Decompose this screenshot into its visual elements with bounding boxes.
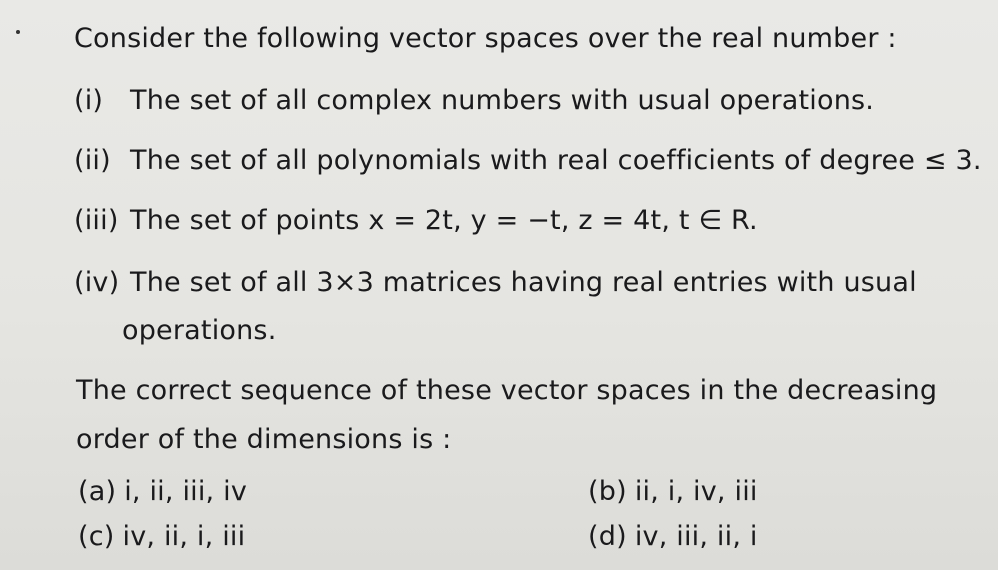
item-ii bbox=[74, 144, 982, 178]
option-a-text: i, ii, iii, iv bbox=[124, 476, 248, 507]
option-b-label: (b) bbox=[588, 476, 627, 507]
option-c-text: iv, ii, i, iii bbox=[122, 521, 246, 552]
item-iv bbox=[74, 266, 917, 300]
item-iii-number: (iii) bbox=[74, 205, 119, 236]
prompt-line-1: The correct sequence of these vector spaces in the decreasing bbox=[76, 375, 938, 406]
option-d-label: (d) bbox=[588, 521, 627, 552]
option-b-text: ii, i, iv, iii bbox=[634, 476, 758, 507]
option-c-label: (c) bbox=[78, 521, 115, 552]
item-i-text: The set of all complex numbers with usual operations. bbox=[130, 85, 875, 116]
option-d-text: iv, iii, ii, i bbox=[634, 521, 758, 552]
item-i bbox=[74, 84, 874, 118]
item-iii bbox=[74, 204, 758, 238]
option-a[interactable] bbox=[78, 475, 247, 509]
item-ii-number: (ii) bbox=[74, 145, 111, 176]
item-i-number: (i) bbox=[74, 85, 104, 116]
option-a-label: (a) bbox=[78, 476, 117, 507]
item-iv-text: The set of all 3×3 matrices having real entries with usual bbox=[130, 267, 917, 298]
item-iv-number: (iv) bbox=[74, 267, 120, 298]
item-iv-continuation: operations. bbox=[122, 315, 277, 346]
option-c[interactable] bbox=[78, 520, 245, 554]
margin-dot bbox=[16, 30, 20, 34]
option-d[interactable] bbox=[588, 520, 758, 554]
option-b[interactable] bbox=[588, 475, 758, 509]
item-iii-text: The set of points x = 2t, y = −t, z = 4t, t ∈ R. bbox=[130, 205, 758, 236]
item-ii-text: The set of all polynomials with real coefficients of degree ≤ 3. bbox=[130, 145, 982, 176]
prompt-line-2: order of the dimensions is : bbox=[76, 424, 452, 455]
question-stem: Consider the following vector spaces over the real number : bbox=[74, 23, 897, 54]
